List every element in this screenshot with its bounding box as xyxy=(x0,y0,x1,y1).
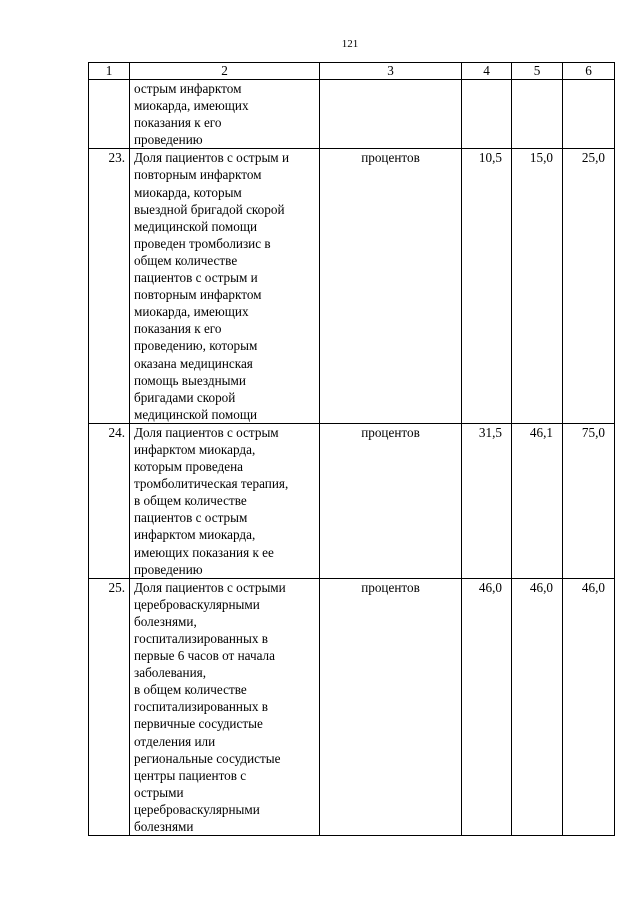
row-number: 23. xyxy=(89,149,130,424)
indicator-text-content: Доля пациентов с острым инфарктом миокарда, которым проведена тромболитическая терапия, в общем количестве пациентов с острым инфарктом миокарда, имеющих показания к ее проведению xyxy=(134,424,289,577)
table-header-row xyxy=(89,63,615,80)
unit-cell: процентов xyxy=(320,578,462,835)
value-col5: 46,0 xyxy=(512,578,563,835)
indicator-text xyxy=(130,149,320,424)
value-col5 xyxy=(512,80,563,149)
value-col6: 46,0 xyxy=(563,578,615,835)
value-col5: 46,1 xyxy=(512,423,563,578)
table-row xyxy=(89,423,615,578)
indicator-text-content: острым инфарктом миокарда, имеющих показания к его проведению xyxy=(134,81,249,148)
row-number xyxy=(89,80,130,149)
indicator-text xyxy=(130,578,320,835)
value-col6: 75,0 xyxy=(563,423,615,578)
value-col4: 10,5 xyxy=(462,149,512,424)
indicator-text xyxy=(130,80,320,149)
unit-cell: процентов xyxy=(320,149,462,424)
unit-cell xyxy=(320,80,462,149)
value-col5: 15,0 xyxy=(512,149,563,424)
column-header: 2 xyxy=(130,63,320,80)
indicator-text-content: Доля пациентов с острым и повторным инфарктом миокарда, которым выездной бригадой скорой медицинской помощи проведен тромболизис в общем количестве пациентов с острым и повторным инфарктом миокарда, имеющих показания к его проведению, которым оказана медицинская помощь выездными бригадами скорой медицинской помощи xyxy=(134,150,290,422)
row-number: 24. xyxy=(89,423,130,578)
column-header: 5 xyxy=(512,63,563,80)
value-col6: 25,0 xyxy=(563,149,615,424)
value-col4: 31,5 xyxy=(462,423,512,578)
value-col6 xyxy=(563,80,615,149)
page-number: 121 xyxy=(341,38,359,50)
table-row xyxy=(89,149,615,424)
column-header: 1 xyxy=(89,63,130,80)
column-header: 3 xyxy=(320,63,462,80)
table-row xyxy=(89,578,615,835)
column-header: 4 xyxy=(462,63,512,80)
indicators-table xyxy=(88,62,615,836)
indicator-text-content: Доля пациентов с острыми цереброваскулярными болезнями, госпитализированных в первые 6 часов от начала заболевания, в общем количестве госпитализированных в первичные сосудистые отделения или региональные сосудистые центры пациентов с острыми цереброваскулярными болезнями xyxy=(134,579,286,835)
table-row xyxy=(89,80,615,149)
value-col4: 46,0 xyxy=(462,578,512,835)
row-number: 25. xyxy=(89,578,130,835)
value-col4 xyxy=(462,80,512,149)
column-header: 6 xyxy=(563,63,615,80)
unit-cell: процентов xyxy=(320,423,462,578)
indicator-text xyxy=(130,423,320,578)
